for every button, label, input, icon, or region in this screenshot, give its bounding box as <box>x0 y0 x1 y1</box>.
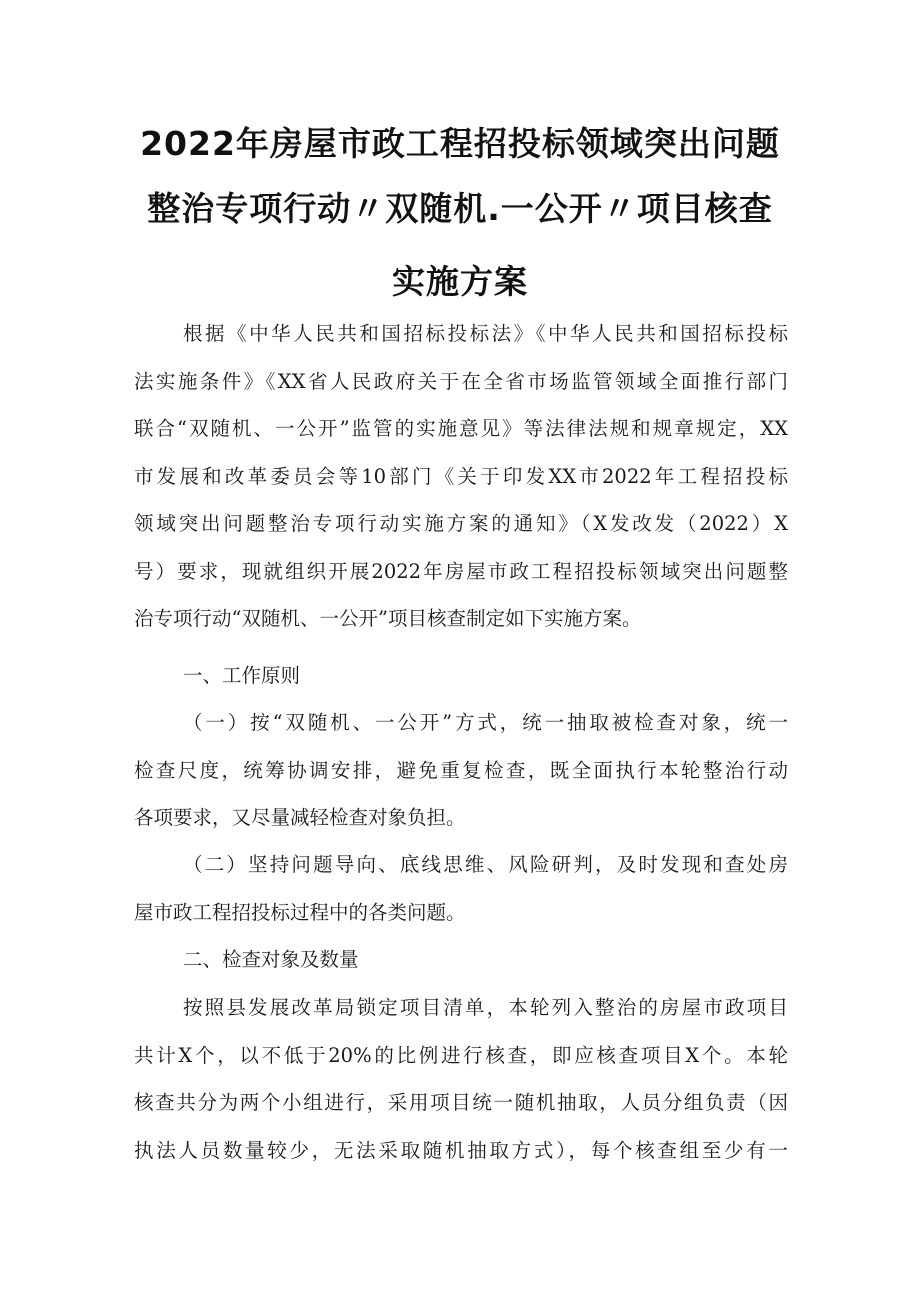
text-line: 法实施条件》《XX省人民政府关于在全省市场监管领域全面推行部门 <box>134 369 788 393</box>
paragraph-inspection-targets <box>134 984 788 1174</box>
section-heading: 一、工作原则 <box>183 664 301 687</box>
text-line: 核查共分为两个小组进行，采用项目统一随机抽取，人员分组负责（因 <box>134 1091 788 1114</box>
text-line: 治专项行动“双随机、一公开”项目核查制定如下实施方案。 <box>134 607 642 630</box>
text-line: 按照县发展改革局锁定项目清单，本轮列入整治的房屋市政项目 <box>183 996 788 1019</box>
document-title-line-1: 2022年房屋市政工程招投标领域突出问题 <box>140 124 780 163</box>
text-line: 号）要求，现就组织开展2022年房屋市政工程招投标领域突出问题整 <box>134 559 788 583</box>
document-title-line-3: 实施方案 <box>392 262 528 301</box>
text-line: 检查尺度，统筹协调安排，避免重复检查，既全面执行本轮整治行动 <box>134 758 788 782</box>
text-line: （二）坚持问题导向、底线思维、风险研判，及时发现和查处房 <box>183 853 788 876</box>
paragraph-principle-1 <box>134 699 788 842</box>
section-heading: 二、检查对象及数量 <box>183 948 359 971</box>
paragraph-legal-basis <box>134 310 788 643</box>
text-line: 屋市政工程招投标过程中的各类问题。 <box>134 900 466 924</box>
text-line: （一）按“双随机、一公开”方式，统一抽取被检查对象，统一 <box>183 711 788 734</box>
text-line: 领域突出问题整治专项行动实施方案的通知》（X发改发（2022）X <box>134 512 788 535</box>
text-line: 各项要求，又尽量减轻检查对象负担。 <box>134 806 466 829</box>
section-heading-work-principles <box>134 652 788 700</box>
text-line: 共计X个，以不低于20%的比例进行核查，即应核查项目X个。本轮 <box>134 1043 788 1067</box>
document-title-line-2: 整治专项行动〃双随机.一公开〃项目核查 <box>147 189 773 228</box>
text-line: 市发展和改革委员会等10部门《关于印发XX市2022年工程招投标 <box>134 464 788 488</box>
paragraph-principle-2 <box>134 841 788 936</box>
section-heading-inspection-targets <box>134 936 788 984</box>
text-line: 执法人员数量较少，无法采取随机抽取方式），每个核查组至少有一 <box>134 1138 788 1162</box>
text-line: 联合“双随机、一公开”监管的实施意见》等法律法规和规章规定，XX <box>134 417 788 440</box>
text-line: 根据《中华人民共和国招标投标法》《中华人民共和国招标投标 <box>183 322 788 345</box>
